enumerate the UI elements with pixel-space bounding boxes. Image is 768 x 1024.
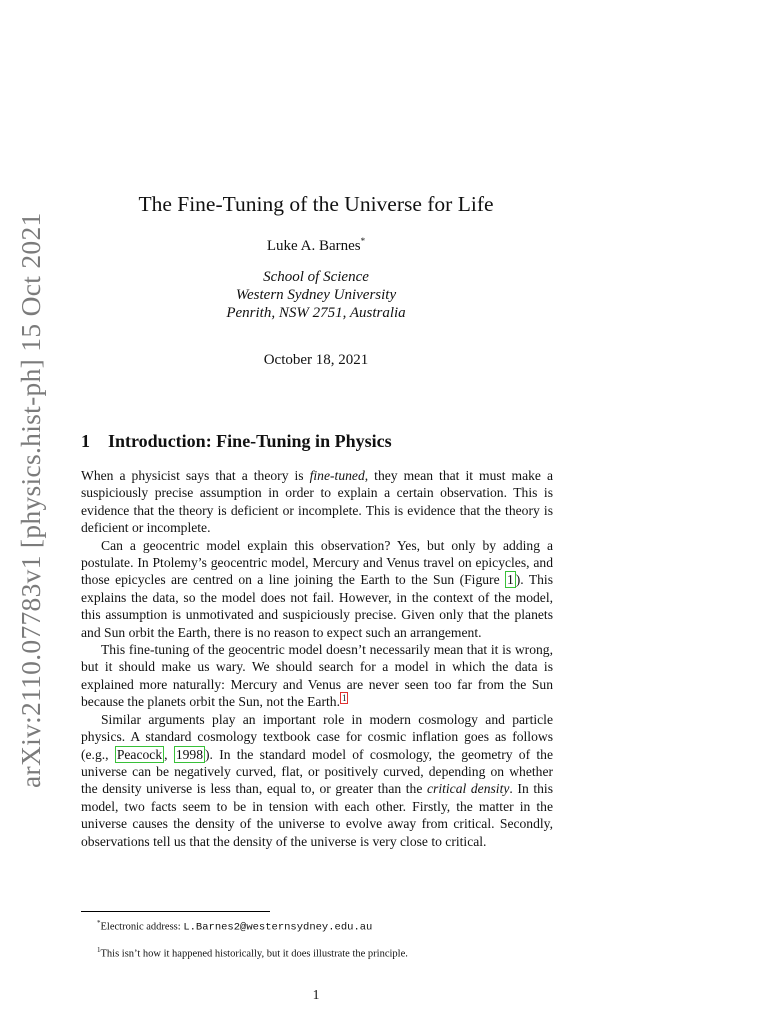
footnote-text: This isn’t how it happened historically, but it does illustrate the principle.	[100, 948, 408, 960]
arxiv-side-stamp: arXiv:2110.07783v1 [physics.hist-ph] 15 Oct 2021	[15, 212, 46, 788]
emphasis-text: critical density	[427, 781, 510, 797]
body-text	[81, 467, 553, 850]
footnote-rule	[81, 911, 270, 912]
paragraph	[81, 537, 553, 641]
paragraph: Similar arguments play an important role in modern cosmology and particle physics. A standard cosmology textbook case for cosmic inflation goes as follows (e.g., Peacock , 1998 ). In the standard model of cosmology, the geometry of the universe can be negatively curved, flat, or positively curved, depending on whether the density universe is less than, equal to, or greater than the critical density. In this model, two facts seem to be in tension with each other. Firstly, the matter in the universe causes the density of the universe to evolve away from critical. Secondly, observations tell us that the density of the universe is very close to critical.	[81, 711, 554, 849]
section-number: 1	[81, 431, 90, 451]
citation-link-year[interactable]: 1998	[175, 746, 203, 762]
text-run: ). This explains the data, so the model does not fail. However, in the context of the model, this assumption is unmotivated and suspiciously precise. Given only that the planets and Sun orbit the Earth, there is no reason to expect such an arrangement.	[81, 572, 553, 640]
footnote-label: Electronic address:	[100, 921, 184, 933]
text-run: Can a geocentric model explain this observation? Yes, but only by adding a postulate. In Ptolemy’s geocentric model, Mercury and Venus travel on epicycles, and those epicycles are centred on a line joining the Earth to the Sun (Figure	[81, 537, 553, 588]
author-email-link[interactable]: L.Barnes2@westernsydney.edu.au	[183, 921, 373, 934]
footnote-mark: 1	[97, 946, 101, 954]
affiliation-line: Penrith, NSW 2751, Australia	[226, 305, 406, 321]
section-title: Introduction: Fine-Tuning in Physics	[108, 431, 392, 451]
text-run: Similar arguments play an important role in modern cosmology and particle physics. A standard cosmology textbook case for cosmic inflation goes as follows (e.g.,	[81, 711, 553, 762]
text-run: This fine-tuning of the geocentric model doesn’t necessarily mean that it is wrong, but it should make us wary. We should search for a model in which the data is explained more naturally: Mercury and Venus are never seen too far from the Sun because the planets orbit the Sun, not the Earth.	[81, 642, 553, 710]
text-run: When a physicist says that a theory is	[81, 468, 310, 483]
footnote-1	[97, 944, 408, 961]
footnote-mark: *	[97, 919, 101, 927]
paper-date: October 18, 2021	[263, 352, 369, 368]
emphasis-text: fine-tuned	[309, 468, 365, 483]
author-name: Luke A. Barnes	[266, 238, 361, 254]
figure-ref-link[interactable]: 1	[506, 572, 514, 588]
footnote-author	[97, 917, 372, 935]
affiliation-line: School of Science	[263, 269, 369, 285]
page-number: 1	[312, 987, 320, 1002]
author-line	[0, 236, 632, 255]
text-run: , they mean that it must make a suspiciously precise assumption in order to explain a certain observation. This is evidence that the theory is deficient or incomplete. This is evidence that the theory is deficient or incomplete.	[81, 468, 553, 536]
affiliation-line: Western Sydney University	[235, 287, 397, 303]
paragraph	[81, 467, 553, 537]
footnote-link[interactable]: 1	[341, 692, 347, 703]
paper-title: The Fine-Tuning of the Universe for Life	[138, 192, 494, 216]
paragraph	[81, 641, 553, 711]
affiliation-block	[0, 268, 632, 322]
author-footnote-mark: *	[360, 236, 366, 246]
citation-link-author[interactable]: Peacock	[116, 746, 163, 762]
text-run: . In this model, two facts seem to be in tension with each other. Firstly, the matter in the universe causes the density of the universe to evolve away from critical. Secondly, observations tell us that the density of the universe is very close to critical.	[81, 781, 553, 849]
section-heading	[81, 431, 392, 452]
text-run: ). In the standard model of cosmology, the geometry of the universe can be negatively curved, flat, or positively curved, depending on whether the density universe is less than, equal to, or greater than the	[81, 746, 554, 797]
